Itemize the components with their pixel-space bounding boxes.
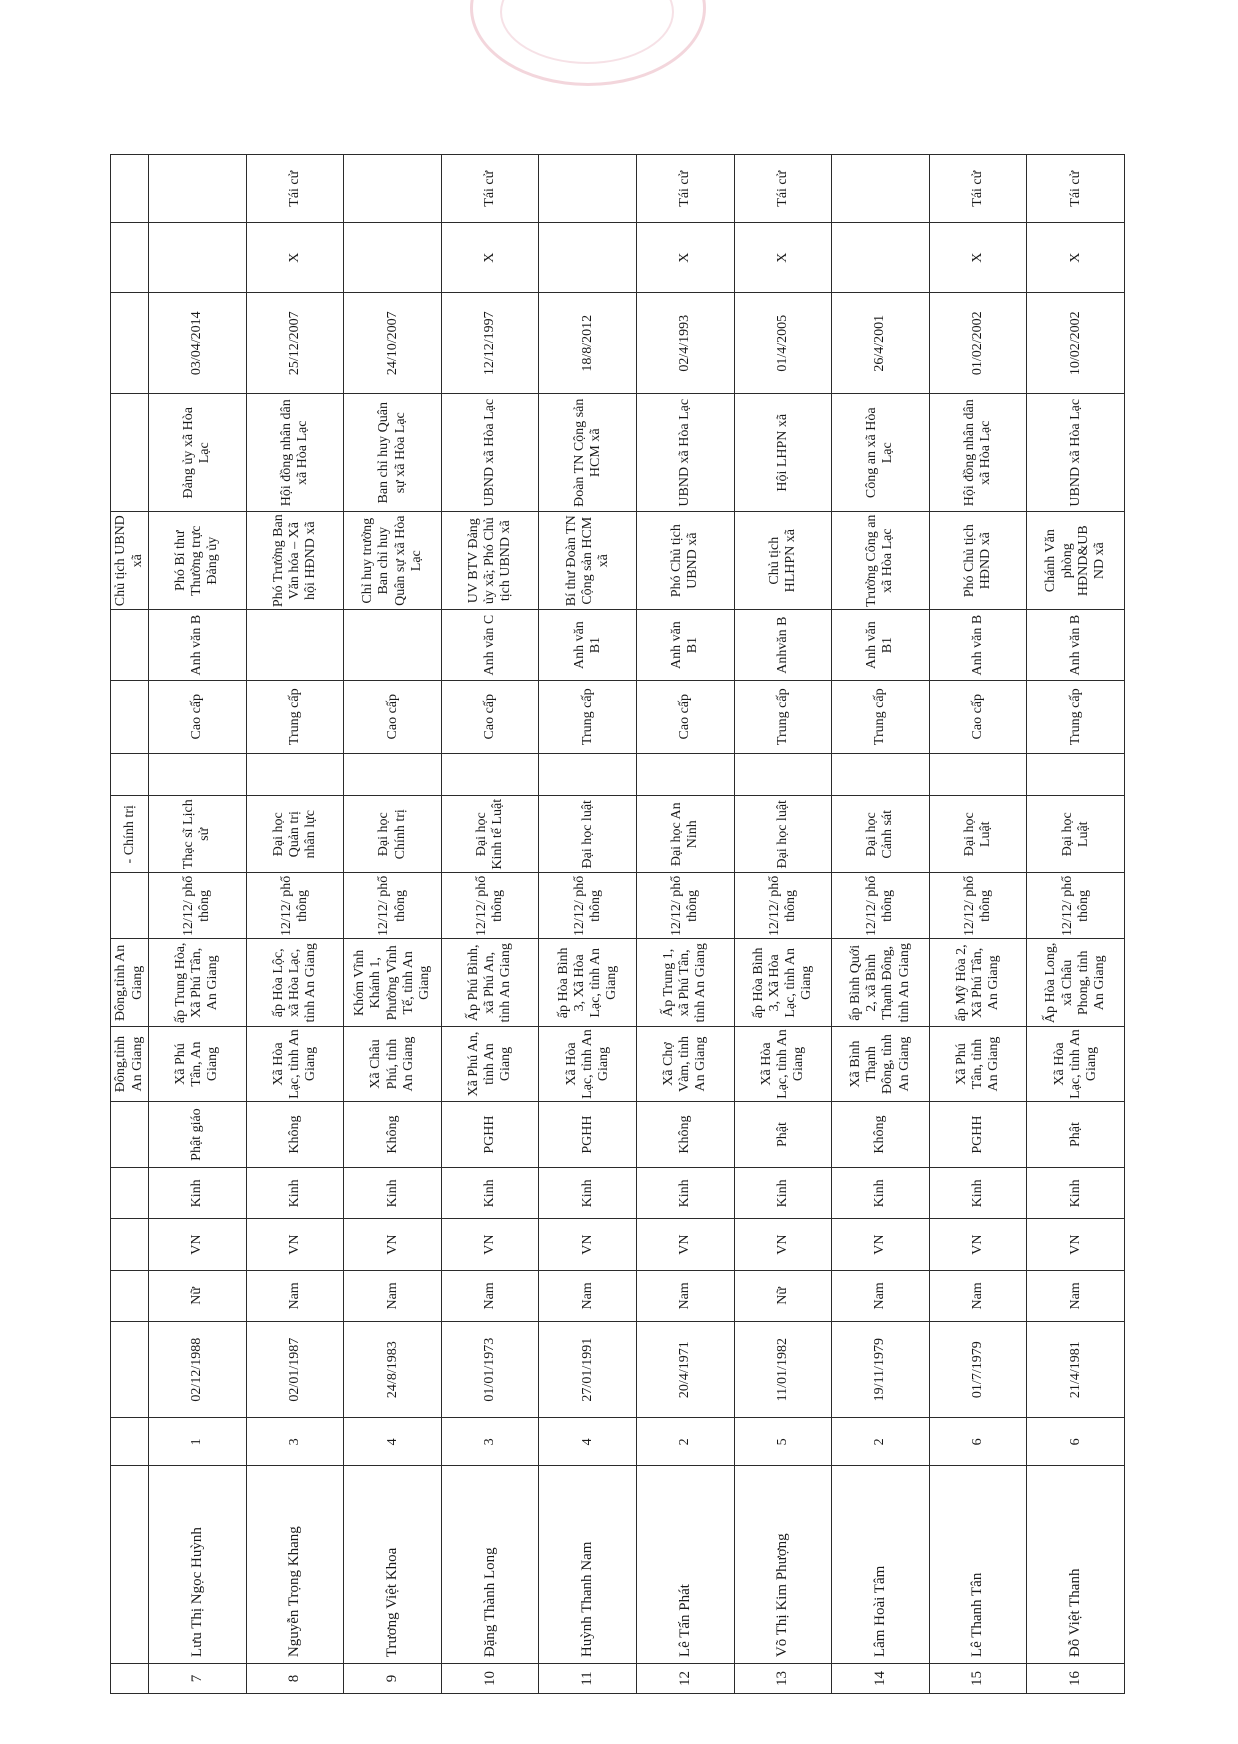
table-cell: Khóm Vĩnh Khánh 1, Phường Vĩnh Tế, tỉnh An Giang [344,939,442,1027]
table-cell: Lê Tấn Phát [637,1466,735,1664]
table-cell: Trương Việt Khoa [344,1466,442,1664]
table-cell [1027,753,1125,796]
table-cell: Tái cử [246,155,344,223]
table-cell: VN [149,1219,247,1270]
candidate-table [110,154,1125,1694]
table-cell: Kinh [441,1168,539,1219]
table-row [149,155,247,1694]
table-cell [111,1168,149,1219]
table-cell: 02/01/1987 [246,1322,344,1418]
table-cell: 12/12/ phổ thông [539,873,637,939]
table-cell: 3 [441,1418,539,1466]
table-cell: Đại học Luật [929,796,1027,873]
table-cell: VN [734,1219,832,1270]
table-cell: 12/12/ phổ thông [832,873,930,939]
table-cell: UBND xã Hòa Lạc [441,394,539,512]
table-cell: Đoàn TN Cộng sản HCM xã [539,394,637,512]
table-cell: X [734,223,832,292]
table-cell [111,155,149,223]
table-cell: Kinh [246,1168,344,1219]
table-cell: 1 [149,1418,247,1466]
table-cell: 12/12/ phổ thông [344,873,442,939]
table-cell: Huỳnh Thanh Nam [539,1466,637,1664]
table-cell: Cao cấp [441,680,539,753]
table-cell [246,610,344,681]
rotated-table-sheet [110,154,1125,1694]
table-cell: Anh văn C [441,610,539,681]
table-cell: 24/8/1983 [344,1322,442,1418]
table-cell [441,753,539,796]
table-cell: Trung cấp [539,680,637,753]
table-cell: Kinh [149,1168,247,1219]
table-cell [734,753,832,796]
table-cell: VN [637,1219,735,1270]
table-body [111,155,1125,1694]
table-cell: 6 [929,1418,1027,1466]
table-cell: Xã Phú An, tỉnh An Giang [441,1027,539,1102]
table-cell: X [637,223,735,292]
table-row [344,155,442,1694]
table-cell [344,610,442,681]
table-cell: 15 [929,1664,1027,1694]
table-cell: 02/12/1988 [149,1322,247,1418]
table-cell: UBND xã Hòa Lạc [1027,394,1125,512]
table-row [929,155,1027,1694]
table-cell: 24/10/2007 [344,292,442,394]
table-row [637,155,735,1694]
table-row [111,155,149,1694]
table-cell: 27/01/1991 [539,1322,637,1418]
table-cell: Lê Thanh Tân [929,1466,1027,1664]
table-cell: 12/12/1997 [441,292,539,394]
table-cell: Nam [637,1270,735,1321]
table-cell: X [246,223,344,292]
table-cell: PGHH [441,1101,539,1167]
table-cell: ấp Mỹ Hòa 2, Xã Phú Tân, An Giang [929,939,1027,1027]
table-cell: Đông,tỉnh An Giang [111,1027,149,1102]
table-row [832,155,930,1694]
table-cell: 7 [149,1664,247,1694]
table-cell: Nam [1027,1270,1125,1321]
table-cell [149,753,247,796]
table-cell [111,1418,149,1466]
table-cell: Phó Chủ tịch UBND xã [637,512,735,610]
table-row [1027,155,1125,1694]
table-cell [111,1101,149,1167]
table-cell [111,680,149,753]
table-cell: VN [441,1219,539,1270]
table-cell [344,223,442,292]
table-cell: Trưởng Công an xã Hòa Lạc [832,512,930,610]
table-cell: Kinh [344,1168,442,1219]
table-cell: Đại học luật [734,796,832,873]
table-cell: 4 [539,1418,637,1466]
table-cell: Thạc sĩ Lịch sử [149,796,247,873]
table-cell: Nữ [149,1270,247,1321]
table-cell [832,223,930,292]
table-cell [344,155,442,223]
table-cell: 4 [344,1418,442,1466]
table-cell: Hội LHPN xã [734,394,832,512]
table-cell [111,1466,149,1664]
table-cell: Kinh [637,1168,735,1219]
table-cell: VN [832,1219,930,1270]
table-cell: 12/12/ phổ thông [734,873,832,939]
table-cell: 01/02/2002 [929,292,1027,394]
table-cell: Phật giáo [149,1101,247,1167]
table-cell: Anh văn B1 [832,610,930,681]
table-cell: Phó Bí thư Thường trực Đảng ủy [149,512,247,610]
table-cell [246,753,344,796]
table-cell: Lâm Hoài Tâm [832,1466,930,1664]
table-cell: 11 [539,1664,637,1694]
table-cell: Kinh [734,1168,832,1219]
table-cell [832,155,930,223]
table-cell: Xã Phú Tân, tỉnh An Giang [929,1027,1027,1102]
table-cell: Xã Phú Tân, An Giang [149,1027,247,1102]
table-cell [111,394,149,512]
table-cell: VN [929,1219,1027,1270]
table-cell: Nguyễn Trọng Khang [246,1466,344,1664]
table-cell [832,753,930,796]
table-cell: 10/02/2002 [1027,292,1125,394]
table-cell [344,753,442,796]
table-cell: Lưu Thị Ngọc Huỳnh [149,1466,247,1664]
table-cell: Chỉ huy trưởng Ban chỉ huy Quân sự xã Hòa Lạc [344,512,442,610]
table-cell: 03/04/2014 [149,292,247,394]
table-cell [111,873,149,939]
table-cell: Đại học luật [539,796,637,873]
table-cell: Xã Hòa Lạc, tỉnh An Giang [246,1027,344,1102]
table-cell: Trung cấp [734,680,832,753]
table-cell: 5 [734,1418,832,1466]
table-cell: 3 [246,1418,344,1466]
table-cell: Cao cấp [344,680,442,753]
table-cell: Đỗ Việt Thanh [1027,1466,1125,1664]
table-cell: Đảng ủy xã Hòa Lạc [149,394,247,512]
table-cell: Tái cử [441,155,539,223]
table-cell: X [929,223,1027,292]
table-cell: Anh văn B [929,610,1027,681]
table-cell: Xã Hòa Lạc, tỉnh An Giang [734,1027,832,1102]
table-row [441,155,539,1694]
table-cell: 12/12/ phổ thông [246,873,344,939]
table-cell: 8 [246,1664,344,1694]
table-cell: Ban chỉ huy Quân sự xã Hòa Lạc [344,394,442,512]
table-cell: 12/12/ phổ thông [637,873,735,939]
table-cell [149,223,247,292]
table-cell: Hội đồng nhân dân xã Hòa Lạc [929,394,1027,512]
table-cell: X [441,223,539,292]
table-cell: Chánh Văn phòng HĐND&UB ND xã [1027,512,1125,610]
table-cell: Trung cấp [246,680,344,753]
table-cell: Trung cấp [832,680,930,753]
table-cell: Trung cấp [1027,680,1125,753]
table-cell: Kinh [539,1168,637,1219]
table-cell: Xã Châu Phú, tỉnh An Giang [344,1027,442,1102]
table-cell: Phật [1027,1101,1125,1167]
table-cell: Tái cử [637,155,735,223]
table-cell [111,610,149,681]
table-cell [929,753,1027,796]
table-cell: - Chính trị [111,796,149,873]
table-cell: VN [539,1219,637,1270]
table-cell: Đại học Quản trị nhân lực [246,796,344,873]
table-cell: 02/4/1993 [637,292,735,394]
table-cell: Ấp Trung 1, xã Phú Tân, tỉnh An Giang [637,939,735,1027]
table-cell: Nam [832,1270,930,1321]
table-cell: 26/4/2001 [832,292,930,394]
table-cell: 2 [832,1418,930,1466]
table-cell [111,1664,149,1694]
table-cell: Anh văn B [1027,610,1125,681]
table-cell: Nam [929,1270,1027,1321]
table-cell: Đại học Cảnh sát [832,796,930,873]
table-cell: 01/4/2005 [734,292,832,394]
table-cell: Kinh [832,1168,930,1219]
table-cell: 25/12/2007 [246,292,344,394]
table-row [246,155,344,1694]
table-cell: 14 [832,1664,930,1694]
table-cell [111,1219,149,1270]
table-cell [111,1270,149,1321]
table-cell: Anhvăn B [734,610,832,681]
table-cell: 19/11/1979 [832,1322,930,1418]
table-cell: Nam [246,1270,344,1321]
table-cell: Anh văn B [149,610,247,681]
table-cell: ấp Trung Hòa, Xã Phú Tân, An Giang [149,939,247,1027]
table-cell: Công an xã Hòa Lạc [832,394,930,512]
table-cell: Hội đồng nhân dân xã Hòa Lạc [246,394,344,512]
table-cell: Không [637,1101,735,1167]
table-cell: Kinh [1027,1168,1125,1219]
table-cell: Phó Chủ tịch HĐND xã [929,512,1027,610]
table-cell: Đại học Kinh tế Luật [441,796,539,873]
table-cell: UV BTV Đảng ủy xã; Phó Chủ tịch UBND xã [441,512,539,610]
table-cell [149,155,247,223]
table-cell [111,292,149,394]
table-cell: Đại học Luật [1027,796,1125,873]
table-cell: Không [832,1101,930,1167]
table-cell: Nam [344,1270,442,1321]
table-cell [539,753,637,796]
table-cell [539,223,637,292]
table-cell [111,223,149,292]
table-cell: 01/7/1979 [929,1322,1027,1418]
table-cell: Cao cấp [637,680,735,753]
table-cell: Không [344,1101,442,1167]
table-cell: Ấp Phú Bình, xã Phú An, tỉnh An Giang [441,939,539,1027]
table-cell: 6 [1027,1418,1125,1466]
table-cell: 21/4/1981 [1027,1322,1125,1418]
table-cell: VN [1027,1219,1125,1270]
table-cell: Nam [441,1270,539,1321]
table-cell [111,753,149,796]
table-cell: Cao cấp [929,680,1027,753]
table-cell: Tái cử [1027,155,1125,223]
table-cell: 20/4/1971 [637,1322,735,1418]
table-cell: 12 [637,1664,735,1694]
table-cell: 11/01/1982 [734,1322,832,1418]
table-cell: Phật [734,1101,832,1167]
table-cell: Bí thư Đoàn TN Cộng sản HCM xã [539,512,637,610]
table-cell: 12/12/ phổ thông [149,873,247,939]
table-cell: Xã Hòa Lạc, tỉnh An Giang [1027,1027,1125,1102]
table-cell: ấp Hòa Bình 3, Xã Hòa Lạc, tỉnh An Giang [539,939,637,1027]
table-cell: Cao cấp [149,680,247,753]
table-cell: VN [246,1219,344,1270]
table-cell: ấp Bình Quới 2, xã Bình Thạnh Đông, tỉnh An Giang [832,939,930,1027]
table-cell: X [1027,223,1125,292]
table-cell: 13 [734,1664,832,1694]
table-cell: 9 [344,1664,442,1694]
table-cell: Anh văn B1 [637,610,735,681]
table-cell: Tái cử [734,155,832,223]
table-cell: PGHH [539,1101,637,1167]
table-cell: Kinh [929,1168,1027,1219]
table-cell: VN [344,1219,442,1270]
table-cell: 2 [637,1418,735,1466]
table-cell: 12/12/ phổ thông [441,873,539,939]
table-cell: Tái cử [929,155,1027,223]
table-cell: Võ Thị Kim Phượng [734,1466,832,1664]
table-cell: Chủ tịch HLHPN xã [734,512,832,610]
table-cell [111,1322,149,1418]
table-row [734,155,832,1694]
table-cell: Xã Chợ Vàm, tỉnh An Giang [637,1027,735,1102]
table-cell: Phó Trưởng Ban Văn hóa – Xã hội HĐND xã [246,512,344,610]
table-cell: Đại học An Ninh [637,796,735,873]
table-row [539,155,637,1694]
table-cell: UBND xã Hòa Lạc [637,394,735,512]
table-cell: 16 [1027,1664,1125,1694]
table-cell: ấp Hòa Bình 3, Xã Hòa Lạc, tỉnh An Giang [734,939,832,1027]
table-cell: Không [246,1101,344,1167]
table-cell: PGHH [929,1101,1027,1167]
table-cell: Nam [539,1270,637,1321]
table-cell: Anh văn B1 [539,610,637,681]
table-cell: Xã Bình Thạnh Đông, tỉnh An Giang [832,1027,930,1102]
table-cell: Chủ tịch UBND xã [111,512,149,610]
table-cell: 18/8/2012 [539,292,637,394]
table-cell: ấp Hòa Lộc, xã Hòa Lạc, tỉnh An Giang [246,939,344,1027]
table-cell [539,155,637,223]
table-cell: 12/12/ phổ thông [929,873,1027,939]
table-cell: 01/01/1973 [441,1322,539,1418]
table-cell: 12/12/ phổ thông [1027,873,1125,939]
table-cell: Đặng Thành Long [441,1466,539,1664]
table-cell: Xã Hòa Lạc, tỉnh An Giang [539,1027,637,1102]
table-cell [637,753,735,796]
table-cell: Đại học Chính trị [344,796,442,873]
table-cell: Đông,tỉnh An Giang [111,939,149,1027]
table-cell: 10 [441,1664,539,1694]
table-cell: Ấp Hòa Long, xã Châu Phong, tỉnh An Giang [1027,939,1125,1027]
table-cell: Nữ [734,1270,832,1321]
